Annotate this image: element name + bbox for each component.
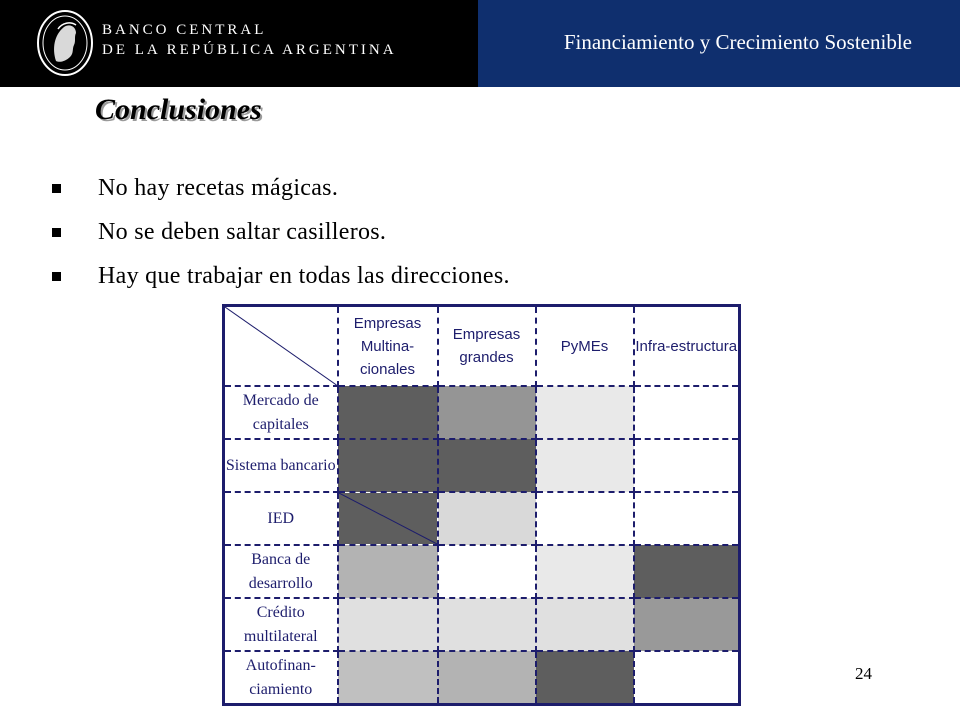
column-header: Infra-estructura (634, 306, 740, 387)
square-bullet-icon (52, 272, 61, 281)
row-header: Sistema bancario (224, 439, 338, 492)
matrix-cell (634, 492, 740, 545)
bullet-text: Hay que trabajar en todas las direcciones. (98, 262, 510, 289)
matrix-cell (338, 439, 438, 492)
row-header: IED (224, 492, 338, 545)
page-number: 24 (855, 664, 872, 683)
matrix-cell (634, 545, 740, 598)
row-header: Mercado de capitales (224, 386, 338, 439)
matrix-row (224, 492, 740, 545)
matrix-header-row (224, 306, 740, 387)
matrix-cell (338, 492, 438, 545)
matrix-cell (438, 386, 536, 439)
matrix-cell (338, 545, 438, 598)
bullet-list (52, 166, 510, 298)
matrix-row (224, 545, 740, 598)
square-bullet-icon (52, 228, 61, 237)
matrix-cell (438, 545, 536, 598)
matrix-cell (536, 439, 634, 492)
cell-diagonal-line (339, 493, 437, 544)
bullet-item (52, 166, 510, 210)
matrix-table (222, 304, 741, 706)
bullet-text: No se deben saltar casilleros. (98, 218, 387, 245)
bank-seal-logo (36, 9, 94, 77)
matrix-cell (438, 651, 536, 705)
corner-diagonal-line (225, 307, 337, 385)
matrix-cell (338, 598, 438, 651)
row-header: Autofinan-ciamiento (224, 651, 338, 705)
matrix-cell (338, 386, 438, 439)
column-header: Empresas Multina-cionales (338, 306, 438, 387)
bank-name-line2: DE LA REPÚBLICA ARGENTINA (102, 42, 397, 58)
column-header: Empresas grandes (438, 306, 536, 387)
matrix-cell (438, 492, 536, 545)
bullet-text: No hay recetas mágicas. (98, 174, 339, 201)
slide-title: Conclusiones (95, 93, 262, 126)
matrix-cell (536, 492, 634, 545)
matrix-cell (634, 651, 740, 705)
matrix-cell (634, 598, 740, 651)
square-bullet-icon (52, 184, 61, 193)
matrix-cell (536, 598, 634, 651)
header-title: Financiamiento y Crecimiento Sostenible (563, 30, 912, 54)
matrix-cell (536, 651, 634, 705)
bullet-item (52, 210, 510, 254)
matrix-row (224, 439, 740, 492)
matrix-cell (438, 439, 536, 492)
row-header: Crédito multilateral (224, 598, 338, 651)
column-header: PyMEs (536, 306, 634, 387)
matrix-cell (634, 439, 740, 492)
matrix-cell (338, 651, 438, 705)
row-header: Banca de desarrollo (224, 545, 338, 598)
matrix-cell (634, 386, 740, 439)
header-left-panel (0, 0, 478, 87)
financing-matrix (222, 304, 738, 698)
bank-name-line1: BANCO CENTRAL (102, 22, 267, 38)
matrix-cell (536, 386, 634, 439)
corner-cell (224, 306, 338, 387)
bullet-item (52, 254, 510, 298)
matrix-cell (438, 598, 536, 651)
matrix-row (224, 386, 740, 439)
matrix-cell (536, 545, 634, 598)
matrix-row (224, 598, 740, 651)
matrix-row (224, 651, 740, 705)
